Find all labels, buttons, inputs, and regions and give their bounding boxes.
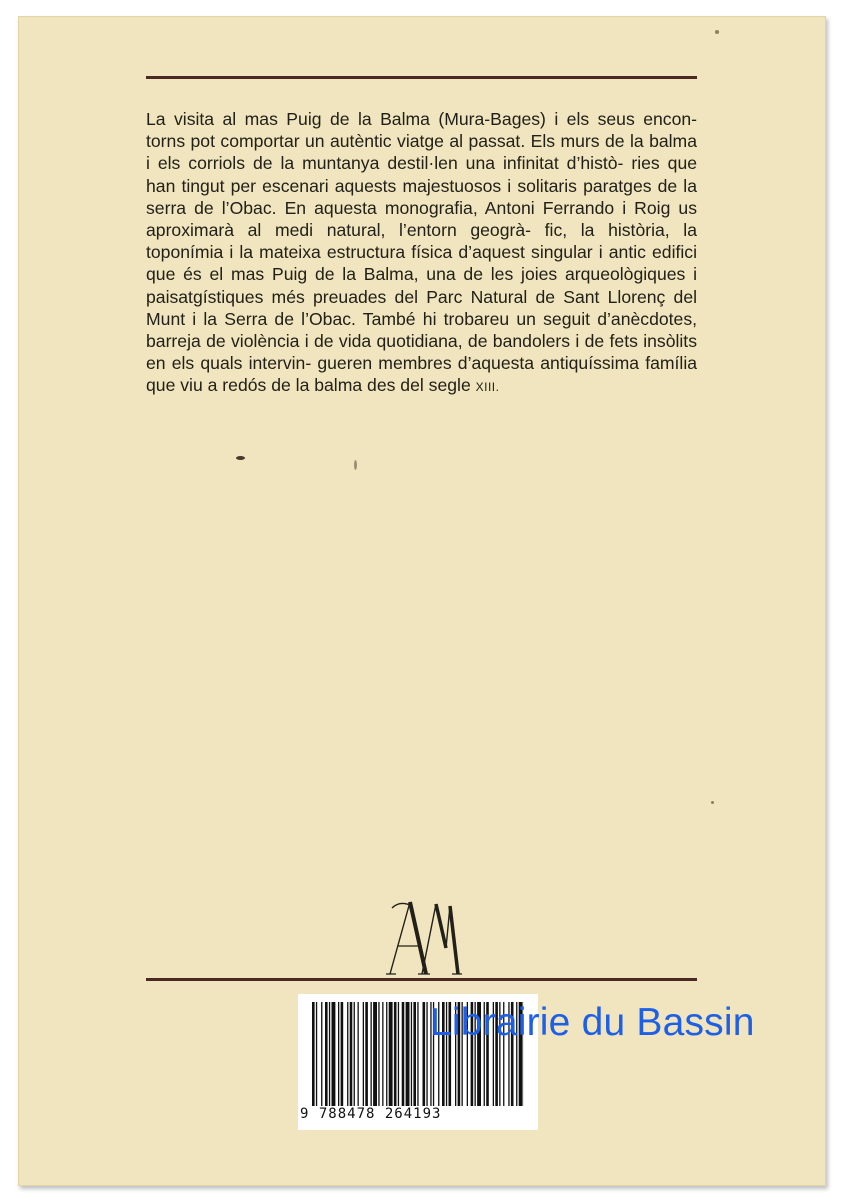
blurb-line: singular i antic edifici que és el mas Puig de la Balma, una de <box>146 242 697 285</box>
blurb-line: gueren membres d’aquesta antiquíssima família que viu a redós <box>146 353 698 396</box>
blurb-line: La visita al mas Puig de la Balma (Mura-Bages) i els seus encon- <box>146 109 697 129</box>
barcode-bar <box>312 1002 315 1106</box>
publisher-monogram-icon <box>386 896 462 976</box>
barcode-bar <box>325 1002 328 1106</box>
blurb-line: ries que han tingut per escenari aquests majestuosos i solitaris <box>146 153 698 196</box>
barcode-bar <box>382 1002 383 1106</box>
barcode-bar <box>365 1002 368 1106</box>
barcode-bar <box>417 1002 418 1106</box>
bottom-rule <box>146 978 697 981</box>
barcode-bar <box>402 1002 405 1106</box>
barcode-bar <box>350 1002 353 1106</box>
barcode-bar <box>354 1002 355 1106</box>
blurb-line: les joies arqueològiques i paisatgístiques més preuades del Parc <box>146 264 697 307</box>
barcode-bar <box>316 1002 317 1106</box>
barcode-bar <box>394 1002 397 1106</box>
stain-speck <box>354 460 357 470</box>
stain-speck <box>236 456 245 460</box>
barcode-bar <box>423 1002 426 1106</box>
barcode-bar <box>426 1002 427 1106</box>
barcode-bar <box>378 1002 379 1106</box>
blurb-line: fic, la història, la toponímia i la mateixa estructura física d’aquest <box>146 220 697 263</box>
blurb-line: hi trobareu un seguit d’anècdotes, barreja de violència i de vida <box>146 308 698 352</box>
blurb-line: Ferrando i Roig us aproximarà al medi natural, l’entorn geogrà- <box>146 197 697 241</box>
book-back-cover <box>18 16 826 1186</box>
barcode-bar <box>347 1002 348 1106</box>
barcode-bar <box>341 1002 344 1106</box>
barcode-bar <box>413 1002 416 1106</box>
barcode-bar <box>371 1002 372 1106</box>
barcode-bar <box>411 1002 412 1106</box>
blurb-text <box>146 108 697 399</box>
top-rule <box>146 76 697 79</box>
blurb-line: paratges de la serra de l’Obac. En aquesta monografia, Antoni <box>146 175 697 218</box>
barcode-bar <box>398 1002 399 1106</box>
barcode-bar <box>332 1002 336 1106</box>
barcode-bar <box>373 1002 377 1106</box>
watermark-text: Librairie du Bassin <box>430 1001 755 1044</box>
barcode-bar <box>363 1002 364 1106</box>
blurb-line: Natural de Sant Llorenç del Munt i la Serra de l’Obac. També <box>146 286 698 329</box>
barcode-bar <box>389 1002 393 1106</box>
barcode-bar <box>329 1002 330 1106</box>
barcode-bar <box>338 1002 339 1106</box>
century-numeral: XIII. <box>475 380 500 395</box>
barcode-bar <box>386 1002 387 1106</box>
barcode-bar <box>321 1002 322 1106</box>
blurb-line: balma i els corriols de la muntanya destil·len una infinitat d’histò- <box>146 131 697 174</box>
barcode-bar <box>358 1002 359 1106</box>
blurb-line: quotidiana, de bandolers i de fets insòlits en els quals intervin- <box>146 331 697 374</box>
barcode-bar <box>406 1002 410 1106</box>
blurb-line: torns pot comportar un autèntic viatge al passat. Els murs de la <box>146 131 644 152</box>
stain-speck <box>715 30 719 34</box>
stain-speck <box>711 801 714 804</box>
isbn-number: 9 788478 264193 <box>300 1106 442 1122</box>
blurb-last-line: de la balma des del segle <box>271 375 471 396</box>
